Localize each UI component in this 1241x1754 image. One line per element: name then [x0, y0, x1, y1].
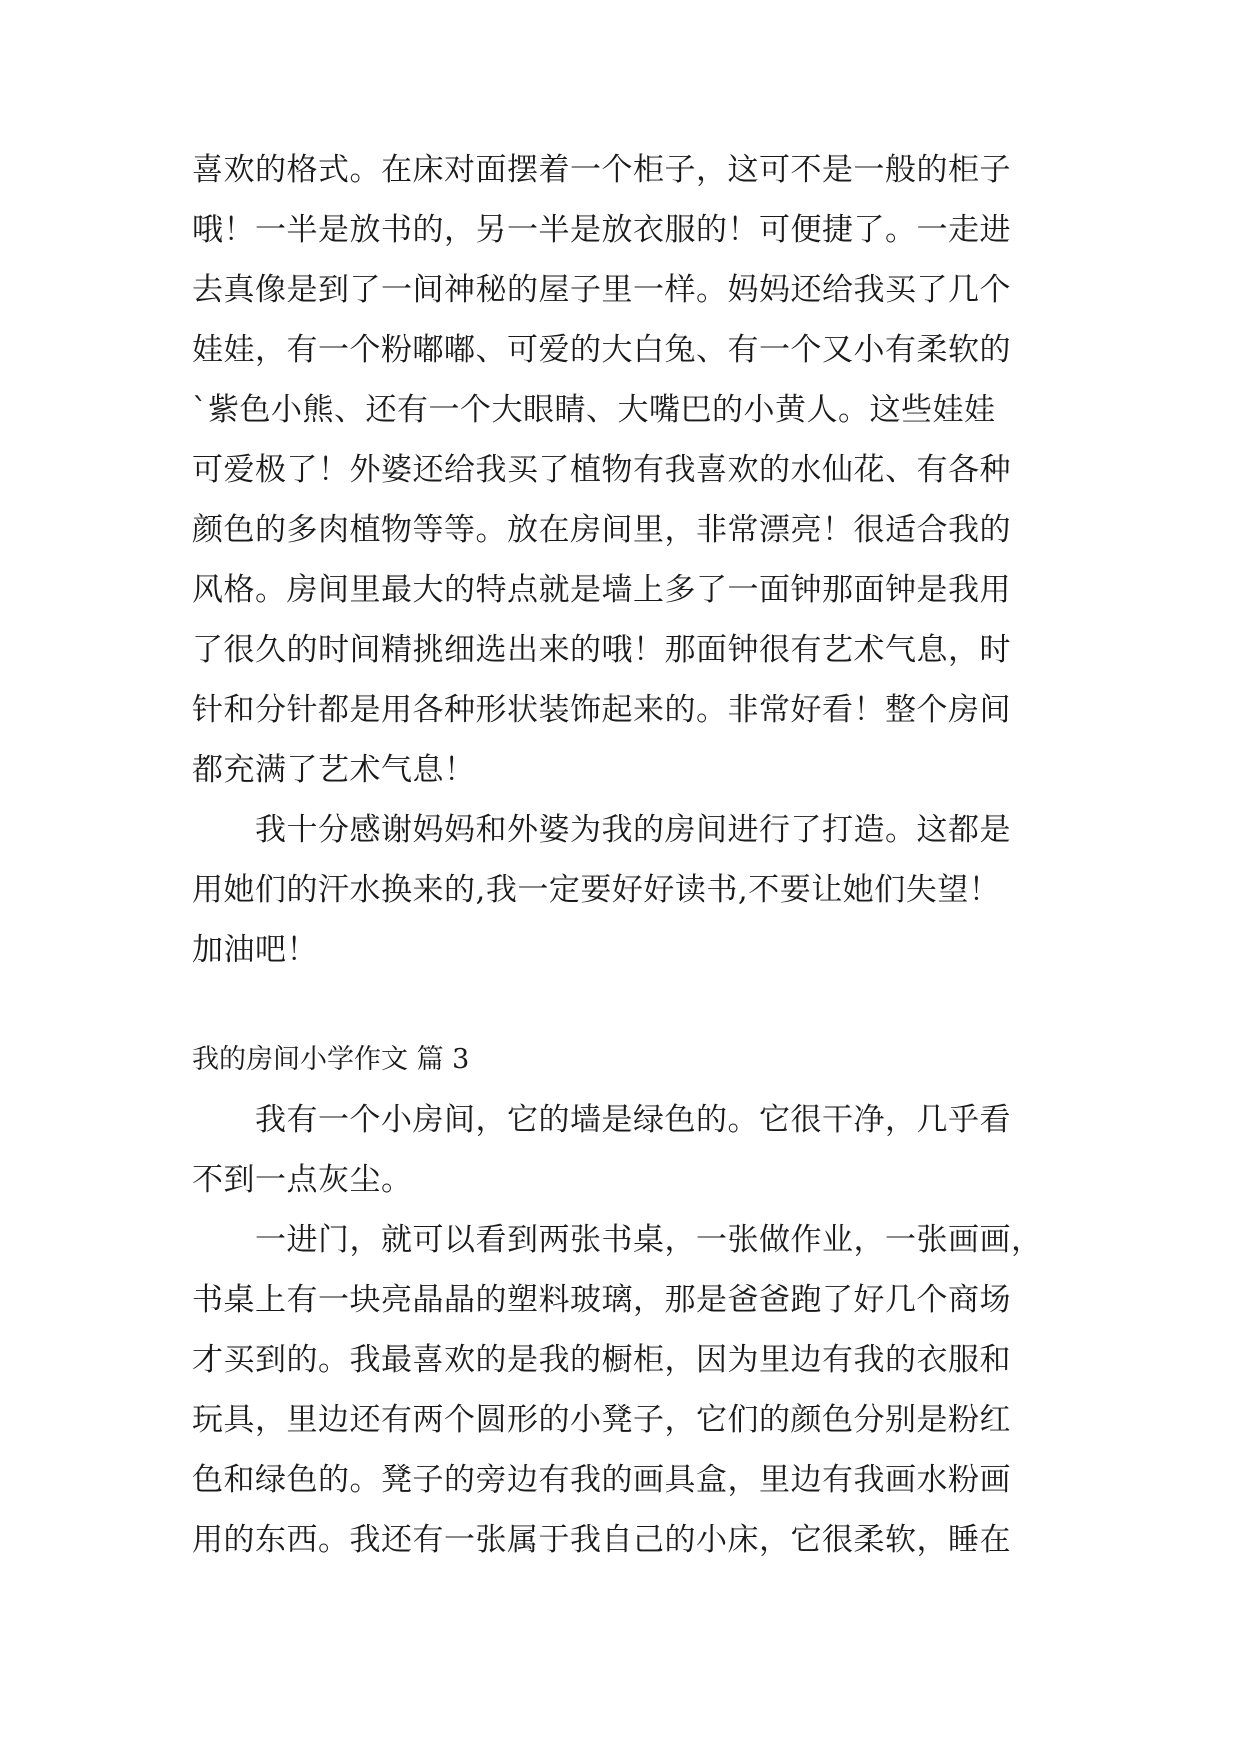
paragraph-line: 都充满了艺术气息！: [192, 752, 476, 788]
paragraph-line: 不到一点灰尘。: [192, 1162, 413, 1198]
paragraph-line: 风格。房间里最大的特点就是墙上多了一面钟那面钟是我用: [192, 572, 1011, 608]
paragraph-line: 用的东西。我还有一张属于我自己的小床，它很柔软，睡在: [192, 1522, 1011, 1558]
paragraph-line: 娃娃，有一个粉嘟嘟、可爱的大白兔、有一个又小有柔软的: [192, 332, 1011, 368]
paragraph-line: 喜欢的格式。在床对面摆着一个柜子，这可不是一般的柜子: [192, 152, 1011, 188]
paragraph-line: 我十分感谢妈妈和外婆为我的房间进行了打造。这都是: [192, 812, 1011, 848]
paragraph-line: `紫色小熊、还有一个大眼睛、大嘴巴的小黄人。这些娃娃: [192, 392, 996, 428]
paragraph-line: 可爱极了！外婆还给我买了植物有我喜欢的水仙花、有各种: [192, 452, 1011, 488]
paragraph-line: 针和分针都是用各种形状装饰起来的。非常好看！整个房间: [192, 692, 1011, 728]
paragraph-line: 用她们的汗水换来的,我一定要好好读书,不要让她们失望！: [192, 872, 1001, 908]
paragraph-line: 一进门，就可以看到两张书桌，一张做作业，一张画画，: [192, 1222, 1043, 1258]
paragraph-line: 去真像是到了一间神秘的屋子里一样。妈妈还给我买了几个: [192, 272, 1011, 308]
paragraph-line: 才买到的。我最喜欢的是我的橱柜，因为里边有我的衣服和: [192, 1342, 1011, 1378]
section-heading: 我的房间小学作文 篇 3: [192, 1044, 470, 1075]
paragraph-line: 书桌上有一块亮晶晶的塑料玻璃，那是爸爸跑了好几个商场: [192, 1282, 1011, 1318]
paragraph-line: 加油吧！: [192, 932, 318, 968]
paragraph-line: 色和绿色的。凳子的旁边有我的画具盒，里边有我画水粉画: [192, 1462, 1011, 1498]
paragraph-line: 颜色的多肉植物等等。放在房间里，非常漂亮！很适合我的: [192, 512, 1011, 548]
paragraph-line: 玩具，里边还有两个圆形的小凳子，它们的颜色分别是粉红: [192, 1402, 1011, 1438]
paragraph-line: 我有一个小房间，它的墙是绿色的。它很干净，几乎看: [192, 1102, 1011, 1138]
paragraph-line: 哦！一半是放书的，另一半是放衣服的！可便捷了。一走进: [192, 212, 1011, 248]
paragraph-line: 了很久的时间精挑细选出来的哦！那面钟很有艺术气息，时: [192, 632, 1011, 668]
